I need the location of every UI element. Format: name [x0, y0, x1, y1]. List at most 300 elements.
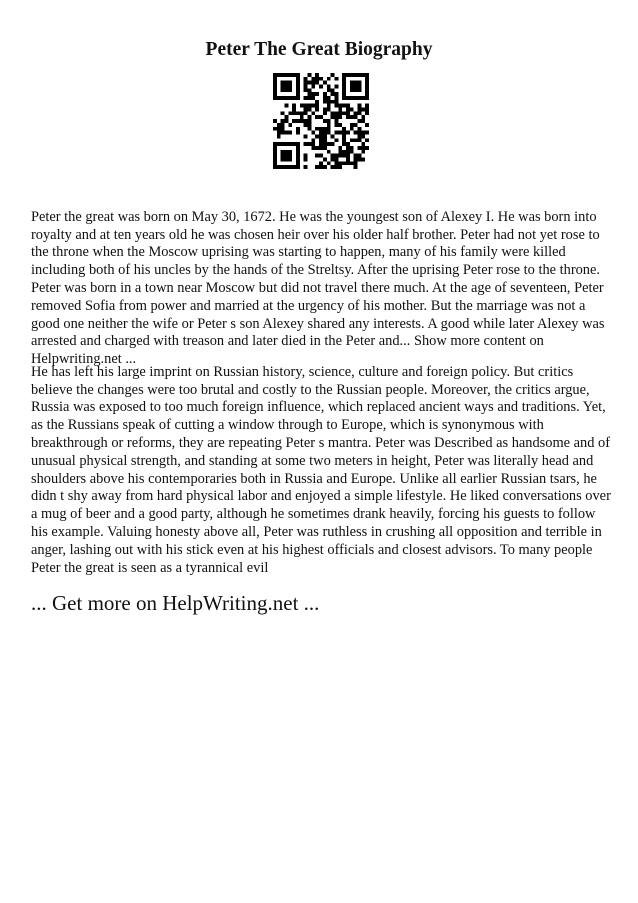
- qr-module: [334, 85, 338, 89]
- qr-module: [308, 115, 312, 119]
- qr-module: [288, 154, 292, 158]
- qr-module: [331, 157, 335, 161]
- qr-module: [361, 150, 365, 154]
- qr-module: [281, 81, 285, 85]
- page-title: Peter The Great Biography: [205, 39, 433, 60]
- qr-module: [296, 154, 300, 158]
- qr-module: [346, 96, 350, 100]
- qr-module: [342, 104, 346, 108]
- qr-module: [323, 134, 327, 138]
- qr-module: [315, 81, 319, 85]
- qr-module: [285, 142, 289, 146]
- qr-module: [357, 157, 361, 161]
- qr-module: [338, 131, 342, 135]
- qr-module: [342, 73, 346, 77]
- qr-module: [342, 138, 346, 142]
- qr-module: [365, 96, 369, 100]
- qr-module: [354, 131, 358, 135]
- qr-module: [288, 131, 292, 135]
- qr-module: [308, 73, 312, 77]
- qr-module: [304, 154, 308, 158]
- qr-module: [365, 77, 369, 81]
- qr-module: [319, 142, 323, 146]
- qr-module: [346, 161, 350, 165]
- qr-module: [338, 146, 342, 150]
- qr-module: [304, 111, 308, 115]
- qr-module: [273, 161, 277, 165]
- qr-module: [304, 108, 308, 112]
- qr-module: [365, 104, 369, 108]
- qr-module: [331, 134, 335, 138]
- qr-module: [311, 138, 315, 142]
- qr-module: [365, 108, 369, 112]
- qr-module: [304, 165, 308, 169]
- qr-module: [350, 150, 354, 154]
- qr-module: [342, 134, 346, 138]
- qr-module: [346, 131, 350, 135]
- qr-module: [285, 81, 289, 85]
- qr-module: [319, 138, 323, 142]
- qr-module: [327, 104, 331, 108]
- qr-module: [342, 150, 346, 154]
- qr-module: [308, 88, 312, 92]
- qr-module: [285, 150, 289, 154]
- qr-module: [281, 119, 285, 123]
- qr-module: [311, 104, 315, 108]
- qr-module: [331, 154, 335, 158]
- qr-module: [342, 154, 346, 158]
- qr-module: [288, 85, 292, 89]
- qr-module: [296, 85, 300, 89]
- qr-module: [315, 77, 319, 81]
- qr-module: [311, 85, 315, 89]
- qr-module: [327, 161, 331, 165]
- qr-module: [288, 96, 292, 100]
- qr-module: [334, 165, 338, 169]
- qr-module: [315, 146, 319, 150]
- qr-module: [354, 165, 358, 169]
- qr-module: [357, 154, 361, 158]
- qr-module: [300, 104, 304, 108]
- qr-module: [296, 142, 300, 146]
- qr-module: [308, 81, 312, 85]
- qr-module: [350, 115, 354, 119]
- qr-module: [323, 146, 327, 150]
- qr-module: [319, 146, 323, 150]
- qr-module: [357, 127, 361, 131]
- paragraph-1-text: Peter the great was born on May 30, 1672. He was the youngest son of Alexey I. He was born into royalty and at ten years old he was chosen heir over his older half brother. Peter had not yet rose to the throne when the Moscow uprising was starting to happen, many of his family were killed including both of his uncles by the hands of the Streltsy. After the uprising Peter rose to the throne. Peter was born in a town near Moscow but did not travel there much. At the age of seventeen, Peter removed Sofia from power and married at the urgency of his mother. But the marriage was not a good one neither the wife or Peter s son Alexey shared any interests. A good while later Alexey was arrested and charged with treason and later died in the Peter and... Show more content on Helpwriting.net ...: [31, 208, 605, 368]
- qr-module: [288, 165, 292, 169]
- qr-module: [273, 165, 277, 169]
- qr-module: [357, 119, 361, 123]
- qr-module: [281, 111, 285, 115]
- body-paragraph-2: [31, 346, 611, 577]
- qr-module: [300, 111, 304, 115]
- qr-module: [357, 138, 361, 142]
- qr-module: [331, 73, 335, 77]
- qr-module: [273, 96, 277, 100]
- qr-module: [354, 81, 358, 85]
- qr-module: [296, 92, 300, 96]
- qr-module: [323, 119, 327, 123]
- qr-module: [304, 119, 308, 123]
- qr-module: [288, 142, 292, 146]
- qr-module: [327, 127, 331, 131]
- qr-module: [319, 134, 323, 138]
- qr-module: [346, 146, 350, 150]
- qr-module: [296, 161, 300, 165]
- qr-module: [327, 131, 331, 135]
- qr-module: [361, 131, 365, 135]
- qr-module: [342, 127, 346, 131]
- qr-module: [281, 123, 285, 127]
- qr-module: [365, 131, 369, 135]
- qr-module: [327, 77, 331, 81]
- qr-code-icon: [273, 73, 369, 169]
- qr-module: [319, 154, 323, 158]
- qr-module: [292, 73, 296, 77]
- qr-module: [292, 165, 296, 169]
- qr-module: [323, 127, 327, 131]
- get-more-link[interactable]: ... Get more on HelpWriting.net ...: [31, 591, 320, 615]
- qr-module: [273, 88, 277, 92]
- qr-module: [334, 111, 338, 115]
- qr-module: [311, 142, 315, 146]
- qr-module: [354, 157, 358, 161]
- qr-module: [357, 146, 361, 150]
- qr-module: [315, 115, 319, 119]
- qr-module: [342, 161, 346, 165]
- qr-module: [350, 96, 354, 100]
- qr-module: [361, 73, 365, 77]
- qr-module: [315, 165, 319, 169]
- qr-module: [273, 150, 277, 154]
- qr-module: [281, 88, 285, 92]
- qr-module: [308, 104, 312, 108]
- qr-module: [292, 142, 296, 146]
- qr-module: [319, 165, 323, 169]
- qr-module: [365, 111, 369, 115]
- qr-module: [342, 81, 346, 85]
- qr-module: [304, 134, 308, 138]
- qr-module: [342, 142, 346, 146]
- qr-module: [300, 119, 304, 123]
- qr-module: [281, 131, 285, 135]
- qr-module: [334, 138, 338, 142]
- qr-module: [346, 104, 350, 108]
- qr-module: [281, 73, 285, 77]
- qr-module: [342, 77, 346, 81]
- qr-module: [350, 85, 354, 89]
- qr-module: [346, 73, 350, 77]
- qr-module: [361, 157, 365, 161]
- qr-module: [311, 96, 315, 100]
- qr-module: [315, 134, 319, 138]
- qr-module: [323, 81, 327, 85]
- qr-module: [304, 88, 308, 92]
- qr-module: [342, 85, 346, 89]
- qr-module: [338, 111, 342, 115]
- qr-module: [350, 81, 354, 85]
- qr-module: [357, 104, 361, 108]
- qr-module: [296, 88, 300, 92]
- qr-module: [319, 161, 323, 165]
- qr-module: [296, 131, 300, 135]
- qr-module: [311, 92, 315, 96]
- qr-module: [311, 111, 315, 115]
- qr-module: [273, 157, 277, 161]
- qr-module: [350, 108, 354, 112]
- qr-module: [361, 119, 365, 123]
- qr-module: [292, 96, 296, 100]
- qr-module: [296, 127, 300, 131]
- qr-module: [365, 73, 369, 77]
- qr-module: [357, 73, 361, 77]
- qr-module: [334, 100, 338, 104]
- qr-module: [292, 111, 296, 115]
- qr-module: [357, 88, 361, 92]
- qr-module: [365, 146, 369, 150]
- qr-module: [365, 123, 369, 127]
- qr-module: [311, 131, 315, 135]
- qr-module: [365, 85, 369, 89]
- qr-module: [354, 138, 358, 142]
- qr-module: [346, 154, 350, 158]
- qr-module: [350, 123, 354, 127]
- qr-module: [334, 131, 338, 135]
- qr-module: [296, 77, 300, 81]
- qr-module: [277, 73, 281, 77]
- qr-module: [327, 100, 331, 104]
- qr-module: [323, 165, 327, 169]
- qr-module: [277, 123, 281, 127]
- qr-module: [311, 146, 315, 150]
- qr-module: [338, 154, 342, 158]
- qr-module: [292, 108, 296, 112]
- qr-module: [281, 150, 285, 154]
- qr-module: [327, 108, 331, 112]
- qr-module: [350, 127, 354, 131]
- qr-module: [288, 73, 292, 77]
- qr-module: [273, 119, 277, 123]
- qr-module: [338, 161, 342, 165]
- qr-module: [357, 131, 361, 135]
- qr-module: [277, 165, 281, 169]
- qr-module: [350, 161, 354, 165]
- qr-module: [277, 131, 281, 135]
- qr-module: [354, 88, 358, 92]
- qr-module: [315, 127, 319, 131]
- qr-module: [361, 96, 365, 100]
- qr-module: [273, 146, 277, 150]
- qr-module: [281, 154, 285, 158]
- qr-module: [327, 88, 331, 92]
- qr-module: [334, 161, 338, 165]
- qr-module: [296, 96, 300, 100]
- qr-module: [334, 119, 338, 123]
- qr-module: [350, 88, 354, 92]
- qr-module: [327, 96, 331, 100]
- qr-module: [323, 108, 327, 112]
- qr-module: [346, 108, 350, 112]
- qr-module: [323, 111, 327, 115]
- qr-module: [315, 92, 319, 96]
- qr-module: [292, 119, 296, 123]
- qr-module: [281, 85, 285, 89]
- qr-module: [350, 146, 354, 150]
- qr-module: [323, 138, 327, 142]
- qr-module: [338, 123, 342, 127]
- qr-module: [296, 165, 300, 169]
- qr-module: [331, 92, 335, 96]
- qr-module: [315, 100, 319, 104]
- qr-module: [338, 104, 342, 108]
- qr-module: [315, 73, 319, 77]
- qr-module: [304, 123, 308, 127]
- qr-module: [361, 108, 365, 112]
- qr-module: [296, 111, 300, 115]
- qr-module: [354, 154, 358, 158]
- qr-module: [315, 108, 319, 112]
- qr-module: [273, 92, 277, 96]
- qr-module: [361, 142, 365, 146]
- qr-module: [357, 96, 361, 100]
- qr-module: [365, 92, 369, 96]
- qr-module: [319, 131, 323, 135]
- qr-module: [331, 100, 335, 104]
- qr-module: [273, 85, 277, 89]
- qr-module: [285, 73, 289, 77]
- qr-module: [354, 161, 358, 165]
- qr-module: [319, 85, 323, 89]
- qr-module: [285, 119, 289, 123]
- qr-module: [342, 88, 346, 92]
- qr-module: [357, 85, 361, 89]
- qr-module: [288, 123, 292, 127]
- qr-module: [342, 92, 346, 96]
- qr-module: [342, 131, 346, 135]
- qr-module: [288, 111, 292, 115]
- qr-module: [296, 157, 300, 161]
- qr-module: [331, 115, 335, 119]
- qr-module: [354, 96, 358, 100]
- qr-module: [288, 157, 292, 161]
- qr-module: [361, 146, 365, 150]
- qr-module: [331, 165, 335, 169]
- qr-module: [334, 92, 338, 96]
- qr-module: [365, 88, 369, 92]
- qr-module: [365, 81, 369, 85]
- qr-module: [357, 81, 361, 85]
- qr-module: [331, 142, 335, 146]
- qr-module: [315, 104, 319, 108]
- qr-module: [323, 142, 327, 146]
- qr-module: [327, 150, 331, 154]
- qr-module: [354, 73, 358, 77]
- qr-module: [308, 108, 312, 112]
- qr-module: [338, 165, 342, 169]
- qr-module: [323, 157, 327, 161]
- qr-module: [334, 157, 338, 161]
- qr-module: [281, 96, 285, 100]
- qr-module: [273, 154, 277, 158]
- qr-module: [327, 85, 331, 89]
- qr-module: [273, 142, 277, 146]
- qr-module: [285, 85, 289, 89]
- qr-module: [334, 154, 338, 158]
- qr-module: [285, 96, 289, 100]
- qr-module: [273, 81, 277, 85]
- qr-module: [308, 123, 312, 127]
- qr-module: [308, 119, 312, 123]
- qr-module: [327, 142, 331, 146]
- qr-module: [304, 142, 308, 146]
- qr-module: [350, 138, 354, 142]
- qr-module: [281, 127, 285, 131]
- qr-module: [342, 96, 346, 100]
- qr-module: [334, 96, 338, 100]
- qr-module: [319, 77, 323, 81]
- body-paragraph-1: [31, 191, 611, 369]
- qr-module: [346, 111, 350, 115]
- qr-module: [354, 123, 358, 127]
- qr-module: [285, 131, 289, 135]
- qr-module: [288, 81, 292, 85]
- qr-module: [308, 127, 312, 131]
- qr-module: [350, 73, 354, 77]
- qr-module: [315, 154, 319, 158]
- qr-module: [277, 96, 281, 100]
- qr-module: [365, 138, 369, 142]
- qr-module: [354, 85, 358, 89]
- qr-module: [285, 165, 289, 169]
- qr-module: [346, 157, 350, 161]
- qr-module: [346, 142, 350, 146]
- qr-module: [304, 96, 308, 100]
- qr-module: [357, 108, 361, 112]
- qr-module: [308, 142, 312, 146]
- qr-module: [342, 111, 346, 115]
- qr-module: [327, 119, 331, 123]
- qr-module: [334, 115, 338, 119]
- qr-module: [281, 142, 285, 146]
- qr-module: [288, 150, 292, 154]
- qr-module: [296, 73, 300, 77]
- qr-module: [277, 142, 281, 146]
- qr-module: [338, 150, 342, 154]
- qr-module: [357, 111, 361, 115]
- qr-module: [281, 157, 285, 161]
- qr-module: [304, 77, 308, 81]
- qr-module: [331, 111, 335, 115]
- qr-module: [308, 96, 312, 100]
- qr-module: [296, 146, 300, 150]
- qr-module: [281, 165, 285, 169]
- qr-module: [311, 81, 315, 85]
- qr-module: [308, 92, 312, 96]
- qr-module: [285, 115, 289, 119]
- qr-module: [273, 77, 277, 81]
- qr-module: [285, 157, 289, 161]
- qr-module: [288, 88, 292, 92]
- qr-module: [296, 119, 300, 123]
- qr-module: [323, 131, 327, 135]
- qr-module: [296, 150, 300, 154]
- qr-module: [273, 73, 277, 77]
- qr-module: [323, 92, 327, 96]
- qr-module: [292, 104, 296, 108]
- qr-module: [346, 115, 350, 119]
